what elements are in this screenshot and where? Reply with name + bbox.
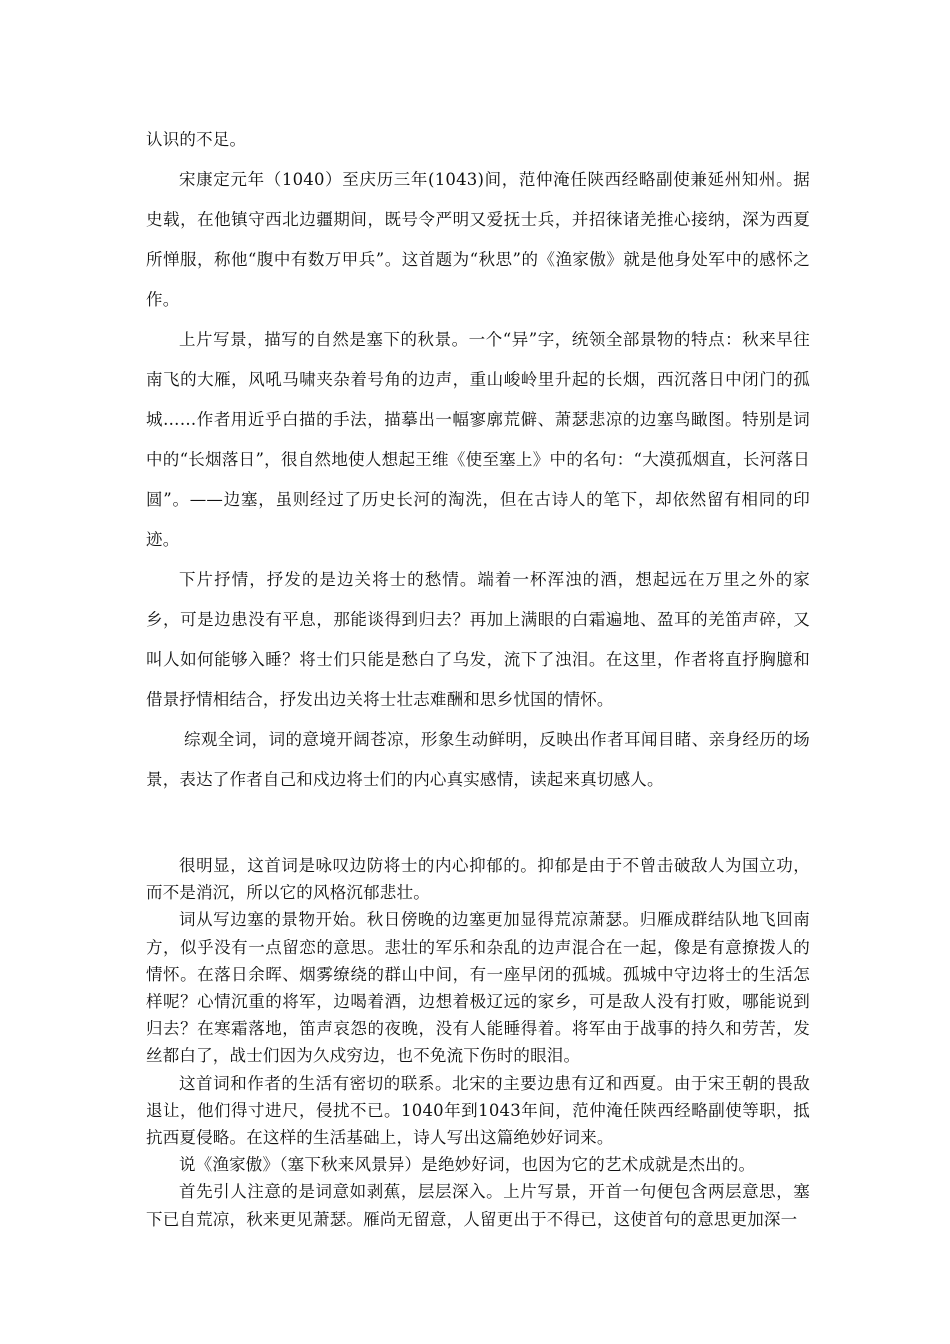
commentary-section: [146, 120, 810, 800]
paragraph-scenery: 词从写边塞的景物开始。秋日傍晚的边塞更加显得荒凉萧瑟。归雁成群结队地飞回南方，似乎没有一点留恋的意思。悲壮的军乐和杂乱的边声混合在一起，像是有意撩拨人的情怀。在落日余晖、烟雾缭绕的群山中间，有一座早闭的孤城。孤城中守边将士的生活怎样呢？心情沉重的将军，边喝着酒，边想着极辽远的家乡，可是敌人没有打败，哪能说到归去？在寒霜落地，笛声哀怨的夜晚，没有人能睡得着。将军由于战事的持久和劳苦，发丝都白了，战士们因为久戍穷边，也不免流下伤时的眼泪。: [146, 910, 810, 1066]
paragraph-author-life: 这首词和作者的生活有密切的联系。北宋的主要边患有辽和西夏。由于宋王朝的畏敌退让，他们得寸进尺，侵扰不已。1040年到1043年间，范仲淹任陕西经略副使等职，抵抗西夏侵略。在这样的生活基础上，诗人写出这篇绝妙好词来。: [146, 1073, 810, 1148]
paragraph-continuation: 认识的不足。: [146, 130, 247, 149]
paragraph-lower-stanza: 下片抒情，抒发的是边关将士的愁情。端着一杯浑浊的酒，想起远在万里之外的家乡，可是边患没有平息，那能谈得到归去？再加上满眼的白霜遍地、盈耳的羌笛声碎，又叫人如何能够入睡？将士们只能是愁白了乌发，流下了浊泪。在这里，作者将直抒胸臆和借景抒情相结合，抒发出边关将士壮志难酬和思乡忧国的情怀。: [146, 570, 810, 709]
paragraph-upper-stanza: 上片写景，描写的自然是塞下的秋景。一个“异”字，统领全部景物的特点：秋来早往南飞的大雁，风吼马啸夹杂着号角的边声，重山峻岭里升起的长烟，西沉落日中闭门的孤城……作者用近乎白描的手法，描摹出一幅寥廓荒僻、萧瑟悲凉的边塞鸟瞰图。特别是词中的“长烟落日”，很自然地使人想起王维《使至塞上》中的名句：“大漠孤烟直，长河落日圆”。——边塞，虽则经过了历史长河的淘洗，但在古诗人的笔下，却依然留有相同的印迹。: [146, 330, 810, 549]
paragraph-background: 宋康定元年（1040）至庆历三年(1043)间，范仲淹任陕西经略副使兼延州知州。据史载，在他镇守西北边疆期间，既号令严明又爱抚士兵，并招徕诸羌推心接纳，深为西夏所惮服，称他“腹中有数万甲兵”。这首题为“秋思”的《渔家傲》就是他身处军中的感怀之作。: [146, 170, 810, 309]
paragraph-artistry: 说《渔家傲》（塞下秋来风景异）是绝妙好词，也因为它的艺术成就是杰出的。: [179, 1155, 756, 1175]
paragraph-structure: 首先引人注意的是词意如剥蕉，层层深入。上片写景，开首一句便包含两层意思，塞下已自荒凉，秋来更见萧瑟。雁尚无留意，人留更出于不得已，这使首句的意思更加深一: [146, 1182, 810, 1229]
paragraph-summary: 综观全词，词的意境开阔苍凉，形象生动鲜明，反映出作者耳闻目睹、亲身经历的场景，表达了作者自己和戍边将士们的内心真实感情，读起来真切感人。: [146, 730, 810, 789]
appreciation-section: [146, 852, 810, 1233]
paragraph-theme: 很明显，这首词是咏叹边防将士的内心抑郁的。抑郁是由于不曾击破敌人为国立功，而不是消沉，所以它的风格沉郁悲壮。: [146, 856, 810, 903]
